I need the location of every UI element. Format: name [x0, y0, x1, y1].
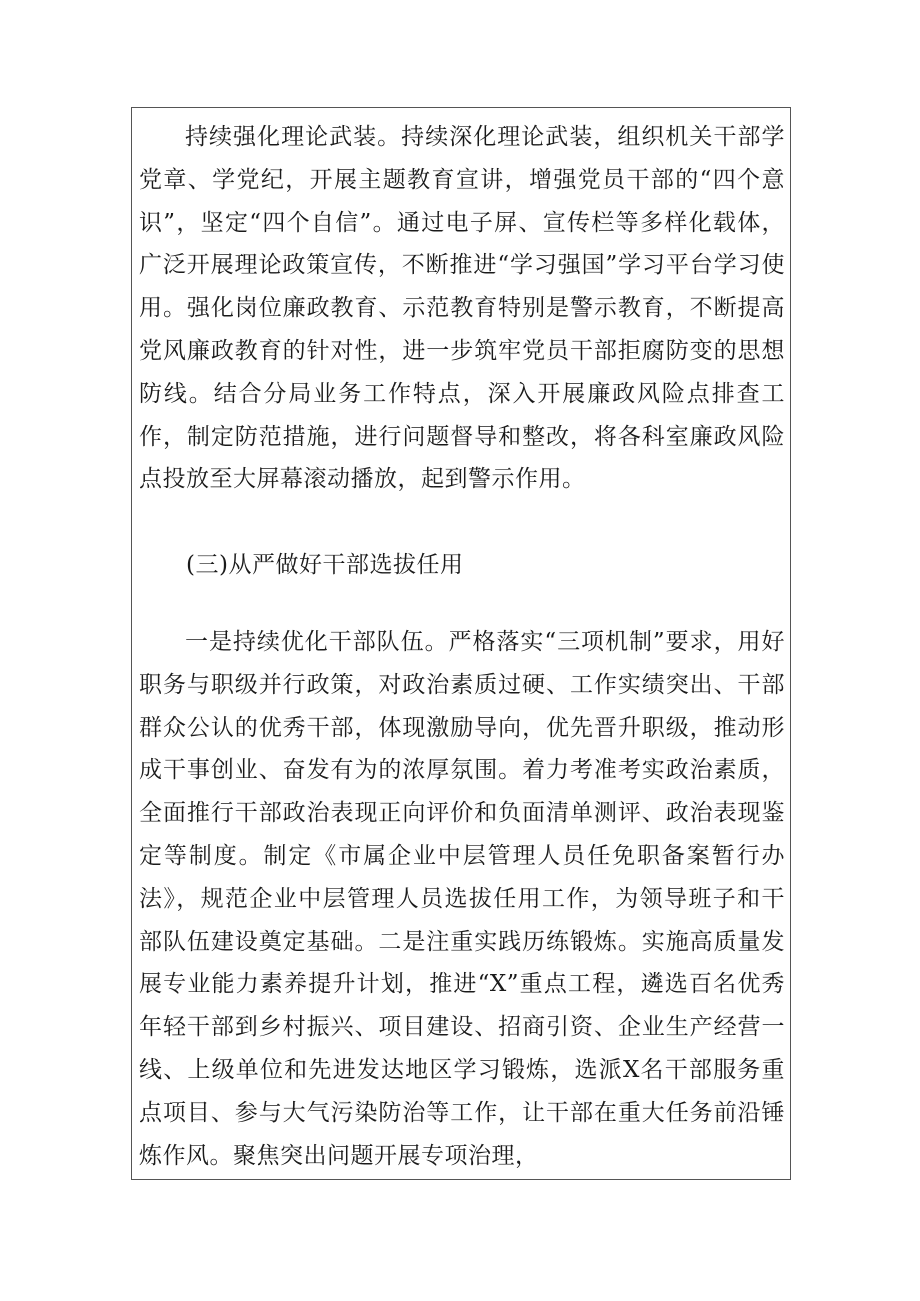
document-frame	[131, 107, 791, 1180]
section-heading-cadre-selection: (三)从严做好干部选拔任用	[186, 552, 464, 578]
paragraph-theory-arming: 持续强化理论武装。持续深化理论武装，组织机关干部学党章、学党纪，开展主题教育宣讲，增强党员干部的“四个意识”，坚定“四个自信”。通过电子屏、宣传栏等多样化载体，广泛开展理论政策宣传，不断推进“学习强国”学习平台学习使用。强化岗位廉政教育、示范教育特别是警示教育，不断提高党风廉政教育的针对性，进一步筑牢党员干部拒腐防变的思想防线。结合分局业务工作特点，深入开展廉政风险点排查工作，制定防范措施，进行问题督导和整改，将各科室廉政风险点投放至大屏幕滚动播放，起到警示作用。	[139, 124, 785, 493]
paragraph-cadre-optimization: 一是持续优化干部队伍。严格落实“三项机制”要求，用好职务与职级并行政策，对政治素质过硬、工作实绩突出、干部群众公认的优秀干部，体现激励导向，优先晋升职级，推动形成干事创业、奋发有为的浓厚氛围。着力考准考实政治素质，全面推行干部政治表现正向评价和负面清单测评、政治表现鉴定等制度。制定《市属企业中层管理人员任免职备案暂行办法》，规范企业中层管理人员选拔任用工作，为领导班子和干部队伍建设奠定基础。二是注重实践历练锻炼。实施高质量发展专业能力素养提升计划，推进“X”重点工程，遴选百名优秀年轻干部到乡村振兴、项目建设、招商引资、企业生产经营一线、上级单位和先进发达地区学习锻炼，选派X名干部服务重点项目、参与大气污染防治等工作，让干部在重大任务前沿锤炼作风。聚焦突出问题开展专项治理，	[139, 629, 785, 1169]
